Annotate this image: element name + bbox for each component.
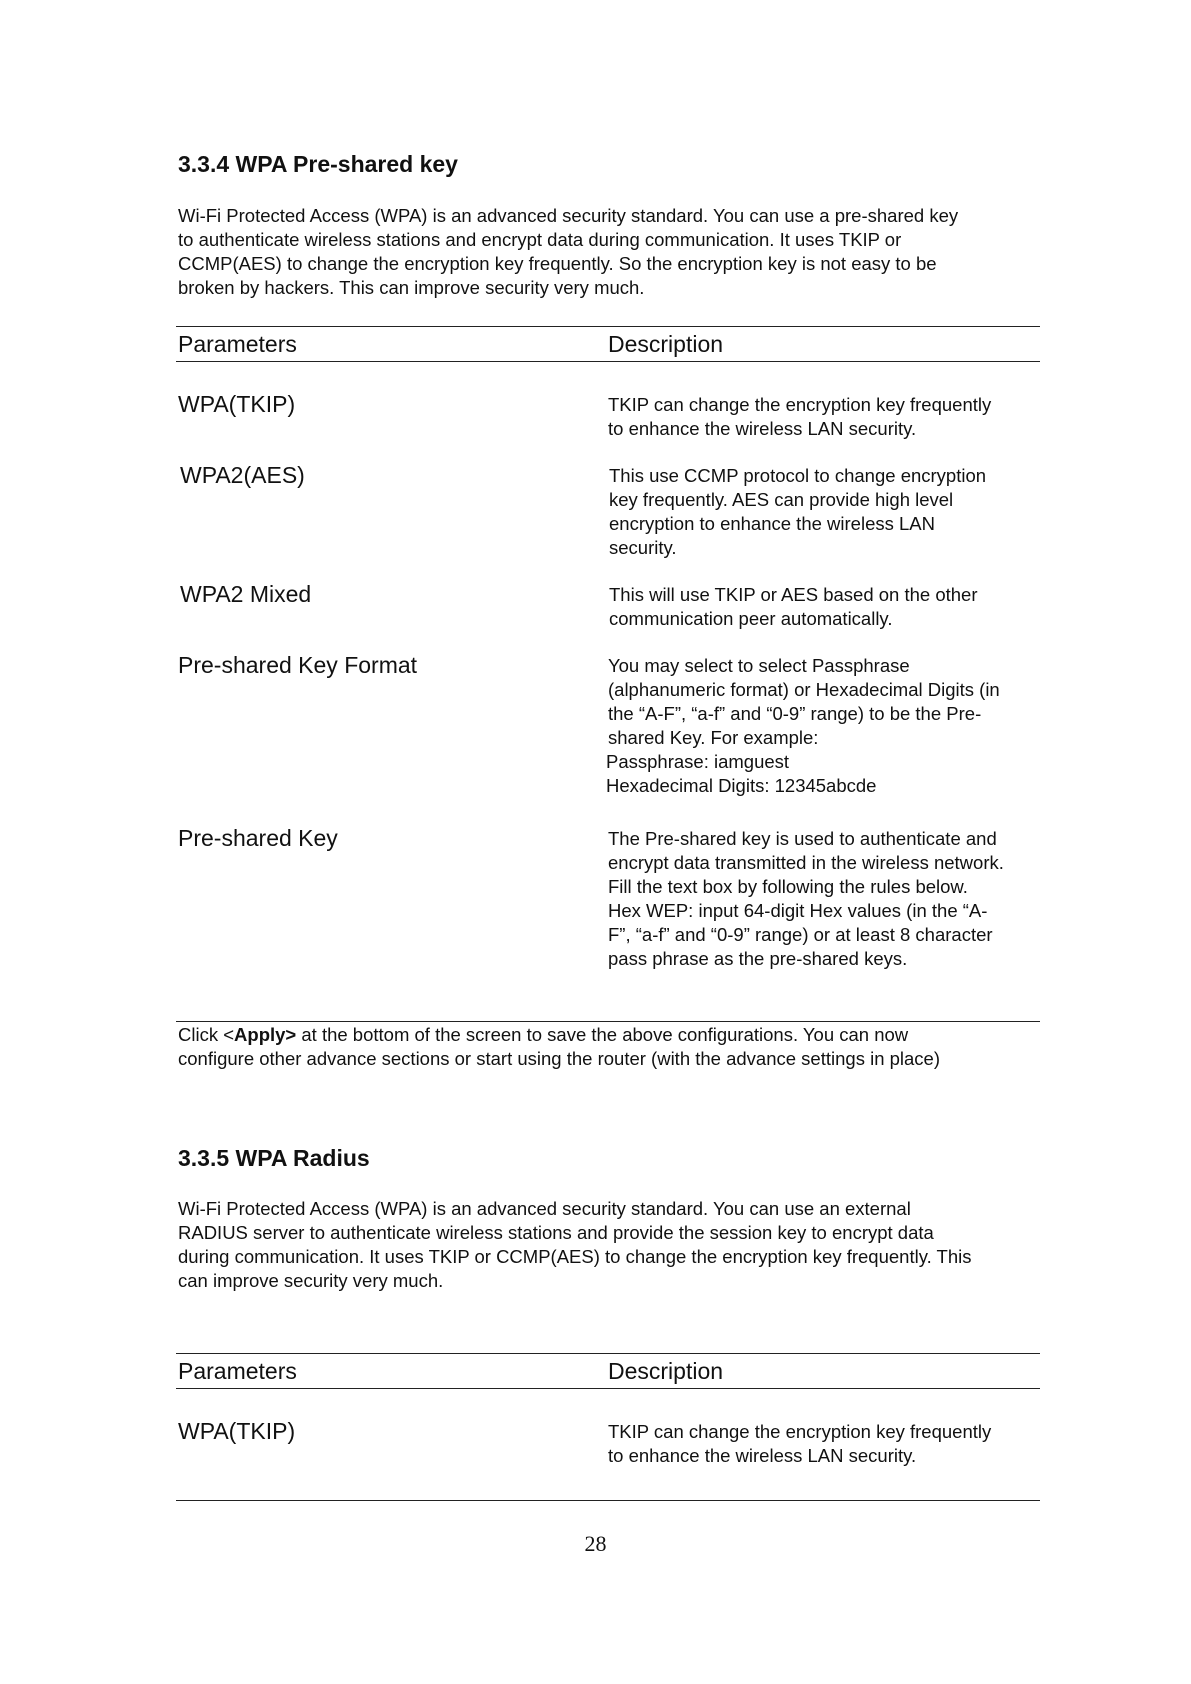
desc-line: TKIP can change the encryption key frequently (608, 394, 992, 415)
parameters-table (176, 326, 1040, 971)
intro-line: to authenticate wireless stations and encrypt data during communication. It uses TKIP or (178, 229, 902, 250)
desc-line: Hexadecimal Digits: 12345abcde (606, 775, 877, 796)
desc-line: You may select to select Passphrase (608, 655, 910, 676)
section-wpa-radius (178, 1144, 1038, 1293)
desc-line: TKIP can change the encryption key frequently (608, 1421, 992, 1442)
desc-line: to enhance the wireless LAN security. (608, 1445, 917, 1466)
param-name: WPA(TKIP) (178, 1418, 296, 1444)
desc-line: shared Key. For example: (608, 727, 819, 748)
table-bottom-rule (176, 1021, 1040, 1022)
intro-line: RADIUS server to authenticate wireless stations and provide the session key to encrypt data (178, 1222, 934, 1243)
param-description (608, 651, 1040, 798)
section-intro (178, 204, 1038, 300)
apply-label: Apply> (234, 1024, 297, 1045)
desc-line: encrypt data transmitted in the wireless network. (608, 852, 1004, 873)
header-description: Description (608, 1357, 724, 1384)
desc-line: key frequently. AES can provide high level (609, 489, 954, 510)
desc-line: security. (609, 537, 677, 558)
header-parameters: Parameters (178, 330, 297, 357)
intro-line: can improve security very much. (178, 1270, 444, 1291)
note-text: at the bottom of the screen to save the above configurations. You can now (296, 1024, 909, 1045)
section-title: 3.3.4 WPA Pre-shared key (178, 151, 458, 177)
section-title: 3.3.5 WPA Radius (178, 1145, 370, 1171)
note-text: Click < (178, 1024, 235, 1045)
intro-line: broken by hackers. This can improve security very much. (178, 277, 645, 298)
page-number: 28 (584, 1531, 607, 1556)
desc-line: communication peer automatically. (609, 608, 893, 629)
table-header-rule (176, 361, 1040, 362)
table-header (176, 327, 1040, 361)
param-description (609, 580, 1040, 631)
table-header-rule (176, 1388, 1040, 1389)
desc-line: the “A-F”, “a-f” and “0-9” range) to be the Pre- (608, 703, 982, 724)
section-wpa-psk (178, 150, 1038, 300)
desc-line: This use CCMP protocol to change encryption (609, 465, 987, 486)
table-row (176, 824, 1040, 971)
table-row (176, 580, 1040, 631)
desc-line: Passphrase: iamguest (606, 751, 790, 772)
intro-line: CCMP(AES) to change the encryption key frequently. So the encryption key is not easy to be (178, 253, 937, 274)
param-description (608, 390, 1040, 441)
param-name: WPA(TKIP) (178, 391, 296, 417)
table-row (176, 390, 1040, 441)
table-row (176, 1417, 1040, 1468)
desc-line: Fill the text box by following the rules below. (608, 876, 968, 897)
param-description (608, 824, 1040, 971)
param-description (608, 1417, 1040, 1468)
param-name: Pre-shared Key Format (178, 652, 418, 678)
note-line: configure other advance sections or start using the router (with the advance settings in place) (178, 1048, 941, 1069)
table-bottom-rule (176, 1500, 1040, 1501)
desc-line: Hex WEP: input 64-digit Hex values (in the “A- (608, 900, 988, 921)
section-intro (178, 1197, 1038, 1293)
param-name: WPA2(AES) (180, 462, 305, 488)
header-parameters: Parameters (178, 1357, 297, 1384)
desc-line: The Pre-shared key is used to authenticate and (608, 828, 997, 849)
apply-note (178, 1023, 1038, 1071)
note-line (178, 1023, 1038, 1047)
param-description (609, 461, 1040, 560)
param-name: Pre-shared Key (178, 825, 338, 851)
desc-line: pass phrase as the pre-shared keys. (608, 948, 908, 969)
header-description: Description (608, 330, 724, 357)
desc-line: encryption to enhance the wireless LAN (609, 513, 935, 534)
intro-line: during communication. It uses TKIP or CCMP(AES) to change the encryption key frequently. This (178, 1246, 972, 1267)
desc-line: F”, “a-f” and “0-9” range) or at least 8 character (608, 924, 993, 945)
table-header (176, 1354, 1040, 1388)
desc-line: This will use TKIP or AES based on the other (609, 584, 978, 605)
param-name: WPA2 Mixed (180, 581, 312, 607)
desc-line: (alphanumeric format) or Hexadecimal Digits (in (608, 679, 1000, 700)
desc-line: to enhance the wireless LAN security. (608, 418, 917, 439)
table-row (176, 651, 1040, 798)
intro-line: Wi-Fi Protected Access (WPA) is an advanced security standard. You can use an external (178, 1198, 911, 1219)
parameters-table (176, 1353, 1040, 1468)
table-row (176, 461, 1040, 560)
intro-line: Wi-Fi Protected Access (WPA) is an advanced security standard. You can use a pre-shared key (178, 205, 959, 226)
